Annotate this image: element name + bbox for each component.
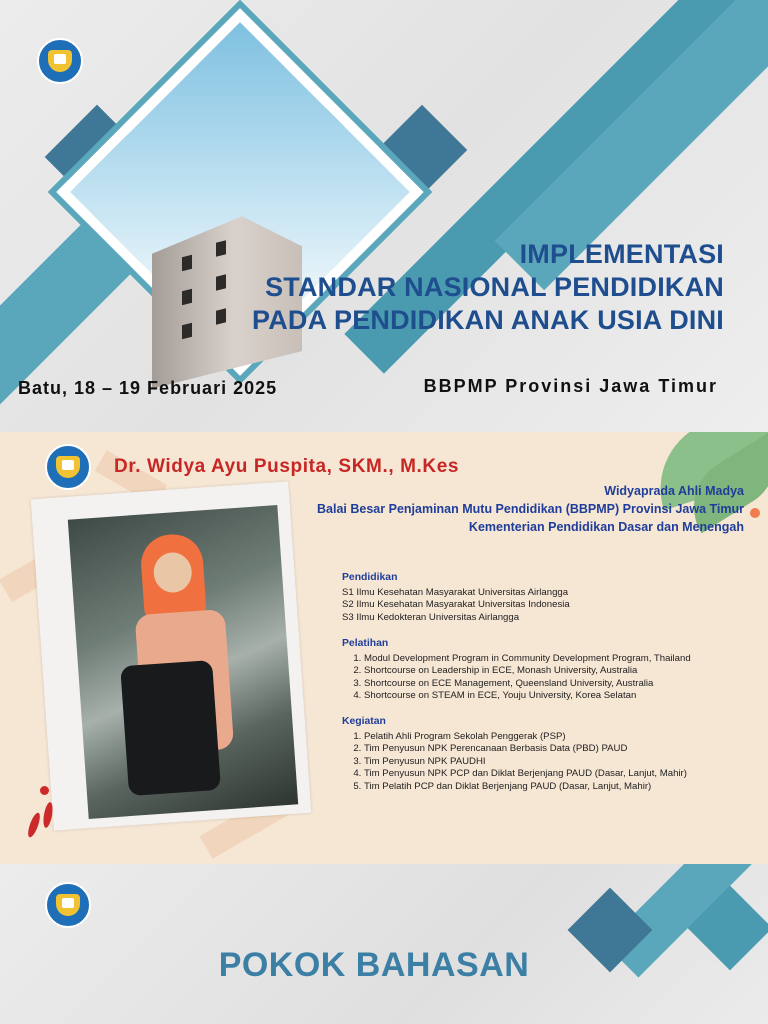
tut-wuri-handayani-logo bbox=[37, 38, 83, 84]
training-item: 3. Shortcourse on ECE Management, Queensland University, Australia bbox=[364, 678, 691, 691]
topics-title: POKOK BAHASAN bbox=[218, 946, 530, 984]
training-item: 1. Modul Development Program in Community Development Program, Thailand bbox=[364, 653, 691, 666]
activities-section bbox=[342, 716, 687, 794]
activities-heading: Kegiatan bbox=[342, 716, 386, 727]
education-section bbox=[342, 572, 570, 624]
speaker-name: Dr. Widya Ayu Puspita, SKM., M.Kes bbox=[114, 456, 460, 477]
topics-slide bbox=[0, 864, 768, 1024]
title-line-1: IMPLEMENTASI bbox=[519, 239, 724, 269]
activity-item: 4. Tim Penyusun NPK PCP dan Diklat Berjenjang PAUD (Dasar, Lanjut, Mahir) bbox=[364, 768, 687, 781]
activity-item: 3. Tim Penyusun NPK PAUDHI bbox=[364, 756, 687, 769]
tut-wuri-handayani-logo bbox=[45, 444, 91, 490]
event-date: Batu, 18 – 19 Februari 2025 bbox=[18, 378, 278, 398]
dot-decor bbox=[750, 508, 760, 518]
education-item: S1 Ilmu Kesehatan Masyarakat Universitas Airlangga bbox=[342, 586, 569, 598]
page-title bbox=[252, 238, 724, 337]
red-decor bbox=[26, 811, 42, 838]
activity-item: 2. Tim Penyusun NPK Perencanaan Berbasis Data (PBD) PAUD bbox=[364, 743, 687, 756]
activity-item: 1. Pelatih Ahli Program Sekolah Penggerak (PSP) bbox=[364, 731, 687, 744]
speaker-role: Widyaprada Ahli Madya bbox=[604, 484, 744, 498]
education-item: S3 Ilmu Kedokteran Universitas Airlangga bbox=[342, 611, 520, 623]
training-heading: Pelatihan bbox=[342, 638, 389, 649]
training-section bbox=[342, 638, 691, 703]
tut-wuri-handayani-logo bbox=[45, 882, 91, 928]
speaker-photo bbox=[68, 505, 298, 819]
red-decor bbox=[40, 786, 49, 795]
training-item: 4. Shortcourse on STEAM in ECE, Youju University, Korea Selatan bbox=[364, 690, 691, 703]
title-slide bbox=[0, 0, 768, 432]
speaker-institution: Balai Besar Penjaminan Mutu Pendidikan (BBPMP) Provinsi Jawa Timur bbox=[317, 502, 744, 516]
event-organizer: BBPMP Provinsi Jawa Timur bbox=[423, 376, 718, 396]
title-line-2: STANDAR NASIONAL PENDIDIKAN bbox=[265, 272, 724, 302]
activity-item: 5. Tim Pelatih PCP dan Diklat Berjenjang PAUD (Dasar, Lanjut, Mahir) bbox=[364, 781, 687, 794]
speaker-ministry: Kementerian Pendidikan Dasar dan Menengah bbox=[468, 520, 744, 534]
training-item: 2. Shortcourse on Leadership in ECE, Monash University, Australia bbox=[364, 665, 691, 678]
title-line-3: PADA PENDIDIKAN ANAK USIA DINI bbox=[251, 305, 724, 335]
education-heading: Pendidikan bbox=[342, 572, 398, 583]
education-item: S2 Ilmu Kesehatan Masyarakat Universitas Indonesia bbox=[342, 599, 570, 611]
speaker-profile-slide bbox=[0, 432, 768, 864]
